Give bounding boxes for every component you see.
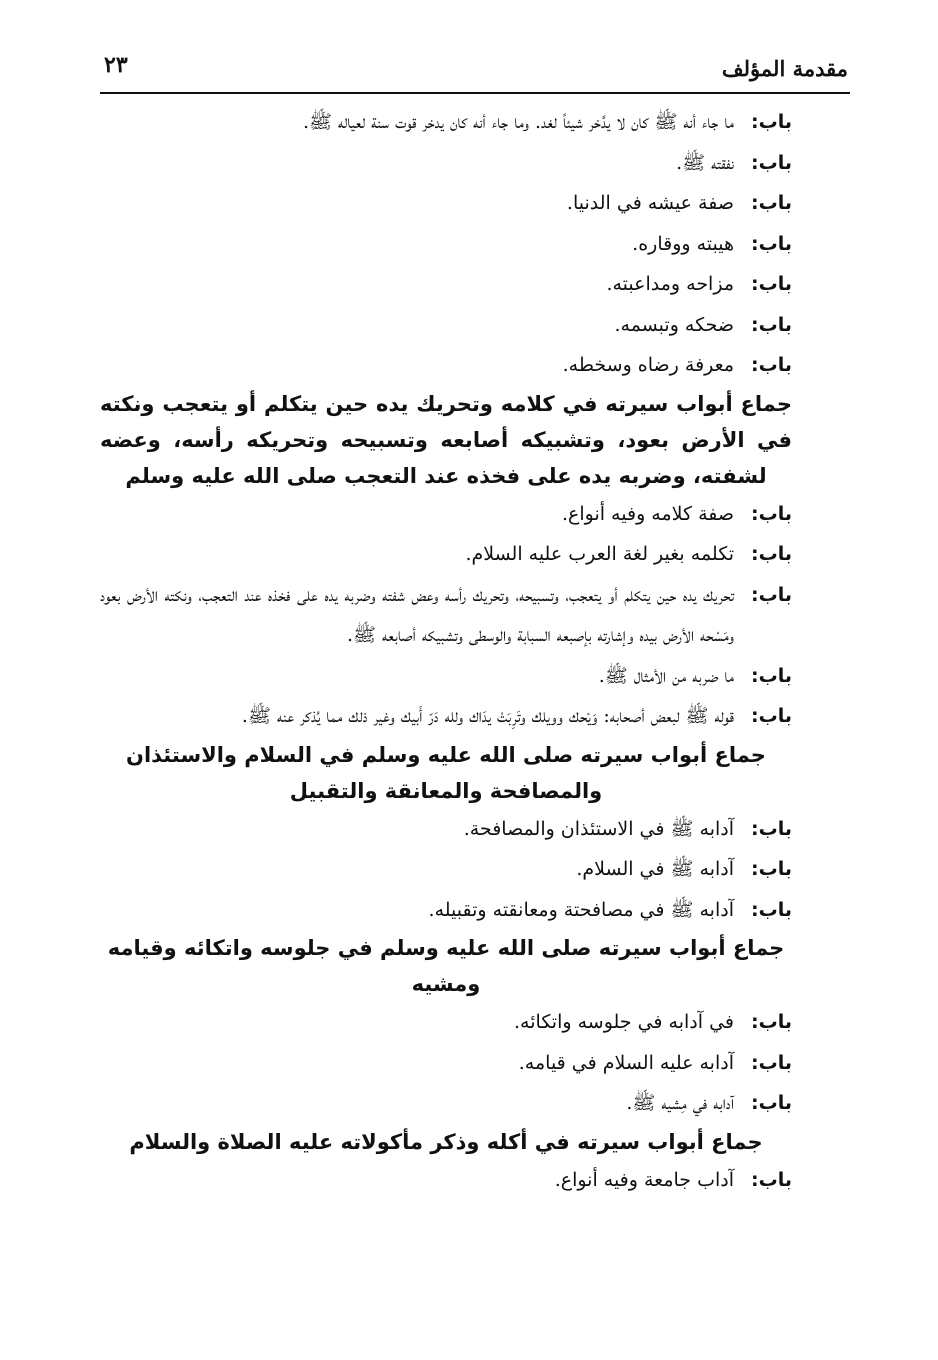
chapter-label: باب: <box>751 898 792 921</box>
chapter-entry <box>100 849 792 890</box>
chapter-entry <box>100 305 792 346</box>
chapter-label: باب: <box>751 192 792 214</box>
chapter-entry <box>100 1083 792 1124</box>
chapter-label: باب: <box>751 502 792 525</box>
chapter-text: آدابه في مِشيه ﷺ. <box>626 1092 734 1114</box>
chapter-entry <box>100 494 792 535</box>
chapter-label: باب: <box>751 273 792 295</box>
chapter-text: صفة عيشه في الدنيا. <box>566 192 734 214</box>
chapter-entry <box>100 345 792 386</box>
chapter-text: آدابه ﷺ في السلام. <box>576 858 734 880</box>
chapter-entry <box>100 1002 792 1043</box>
chapter-label: باب: <box>751 1051 792 1074</box>
chapter-text: آدابه عليه السلام في قيامه. <box>518 1051 734 1074</box>
chapter-text: تكلمه بغير لغة العرب عليه السلام. <box>465 543 734 565</box>
chapter-text: ما ضربه من الأمثال ﷺ. <box>598 664 734 687</box>
chapter-entry <box>100 890 792 931</box>
chapter-text: قوله ﷺ لبعض أصحابه: وَيْحك وويلك وتَرِبَتْ يدَاك ولله دَرّ أَبيك وغير ذلك مما يُذكر عنه ﷺ. <box>241 705 734 727</box>
chapter-label: باب: <box>751 232 792 255</box>
chapter-label: باب: <box>751 313 792 336</box>
chapter-label: باب: <box>751 705 792 727</box>
chapter-label: باب: <box>751 583 792 606</box>
chapter-entry <box>100 809 792 850</box>
chapter-text: نفقته ﷺ. <box>676 151 734 174</box>
chapter-label: باب: <box>751 1011 792 1033</box>
chapter-text: معرفة رضاه وسخطه. <box>562 354 734 376</box>
chapter-text: آداب جامعة وفيه أنواع. <box>554 1168 734 1191</box>
chapter-label: باب: <box>751 1092 792 1114</box>
chapter-entry <box>100 264 792 305</box>
chapter-entry <box>100 534 792 575</box>
chapter-text: ما جاء أنه ﷺ كان لا يدَّخر شيئاً لغد. وما جاء أنه كان يدخر قوت سنة لعياله ﷺ. <box>303 111 734 133</box>
chapter-label: باب: <box>751 664 792 687</box>
chapter-entry <box>100 143 792 184</box>
chapter-label: باب: <box>751 151 792 174</box>
chapter-entry <box>100 575 792 656</box>
chapter-label: باب: <box>751 543 792 565</box>
chapter-entry <box>100 656 792 697</box>
chapter-entry <box>100 224 792 265</box>
page-content <box>100 102 792 1200</box>
chapter-text: آدابه ﷺ في الاستئذان والمصافحة. <box>463 817 734 840</box>
chapter-text: في آدابه في جلوسه واتكائه. <box>514 1011 734 1033</box>
section-heading: جماع أبواب سيرته صلى الله عليه وسلم في جلوسه واتكائه وقيامه ومشيه <box>107 936 785 996</box>
chapter-text: صفة كلامه وفيه أنواع. <box>561 502 734 525</box>
chapter-text: ضحكه وتبسمه. <box>614 313 734 336</box>
chapter-entry <box>100 1160 792 1201</box>
chapter-label: باب: <box>751 1168 792 1191</box>
chapter-label: باب: <box>751 111 792 133</box>
section-heading: جماع أبواب سيرته صلى الله عليه وسلم في السلام والاستئذان والمصافحة والمعانقة والتقبيل <box>126 742 766 803</box>
chapter-label: باب: <box>751 354 792 376</box>
chapter-label: باب: <box>751 858 792 880</box>
page-header <box>100 52 850 94</box>
section-heading: جماع أبواب سيرته في كلامه وتحريك يده حين يتكلم أو يتعجب ونكته في الأرض بعود، وتشبيكه أصابعه وتسبيحه وتحريكه رأسه، وعضه لشفته، وضربه يده على فخذه عند التعجب صلى الله عليه وسلم <box>100 391 792 488</box>
chapter-entry <box>100 102 792 143</box>
chapter-entry <box>100 696 792 737</box>
chapter-text: تحريك يده حين يتكلم أو يتعجب، وتسبيحه، وتحريك رأسه وعض شفته وضربه يده على فخذه عند التعجب، ونكته الأرض بعود ومَسْحه الأرض بيده وإشارته بإصبعه السبابة والوسطى وتشبيكه أصابعه ﷺ. <box>100 583 734 646</box>
chapter-entry <box>100 1043 792 1084</box>
section-heading: جماع أبواب سيرته في أكله وذكر مأكولاته عليه الصلاة والسلام <box>129 1129 763 1154</box>
chapter-entry <box>100 183 792 224</box>
chapter-label: باب: <box>751 817 792 840</box>
page-number: ٢٣ <box>104 52 128 78</box>
chapter-text: مزاحه ومداعبته. <box>606 273 734 295</box>
chapter-text: آدابه ﷺ في مصافحتة ومعانقته وتقبيله. <box>428 898 734 921</box>
chapter-text: هيبته ووقاره. <box>632 232 734 255</box>
running-title: مقدمة المؤلف <box>721 56 848 81</box>
